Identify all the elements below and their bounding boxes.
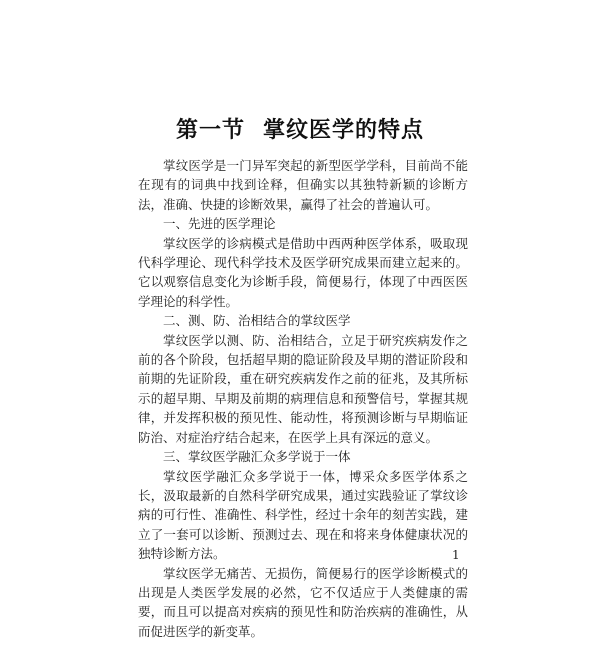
- section-number: 第一节: [175, 118, 245, 143]
- paragraph-4: 掌纹医学无痛苦、无损伤，简便易行的医学诊断模式的出现是人类医学发展的必然，它不仅适应于人类健康的需要，而且可以提高对疾病的预见性和防治疾病的准确性，从而促进医学的新变革。: [138, 565, 468, 639]
- paragraph-3: 掌纹医学融汇众多学说于一体，博采众多医学体系之长，汲取最新的自然科学研究成果，通过实践验证了掌纹诊病的可行性、准确性、科学性，经过十余年的刻苦实践，建立了一套可以诊断、预测过去、现在和将来身体健康状况的独特诊断方法。: [138, 468, 468, 562]
- body-text: [138, 156, 468, 641]
- section-name: 掌纹医学的特点: [263, 118, 425, 143]
- paragraph-2: 掌纹医学以测、防、治相结合，立足于研究疾病发作之前的各个阶段，包括超早期的隐证阶段及早期的潜证阶段和前期的先证阶段，重在研究疾病发作之前的征兆，及其所标示的超早期、早期及前期的病理信息和预警信号，掌握其规律，并发挥积极的预见性、能动性，将预测诊断与早期临证防治、对症治疗结合起来，在医学上具有深远的意义。: [138, 332, 468, 445]
- subheading-2: 二、测、防、治相结合的掌纹医学: [163, 313, 351, 329]
- paragraph-1: 掌纹医学的诊病模式是借助中西两种医学体系，吸取现代科学理论、现代科学技术及医学研究成果而建立起来的。它以观察信息变化为诊断手段，简便易行，体现了中西医医学理论的科学性。: [138, 235, 468, 309]
- subheading-1: 一、先进的医学理论: [163, 216, 276, 232]
- page-number: 1: [452, 548, 460, 562]
- section-title: [0, 113, 600, 144]
- intro-paragraph: 掌纹医学是一门异军突起的新型医学学科，目前尚不能在现有的词典中找到诠释，但确实以其独特新颖的诊断方法，准确、快捷的诊断效果，赢得了社会的普遍认可。: [138, 158, 468, 212]
- subheading-3: 三、掌纹医学融汇众多学说于一体: [163, 449, 351, 465]
